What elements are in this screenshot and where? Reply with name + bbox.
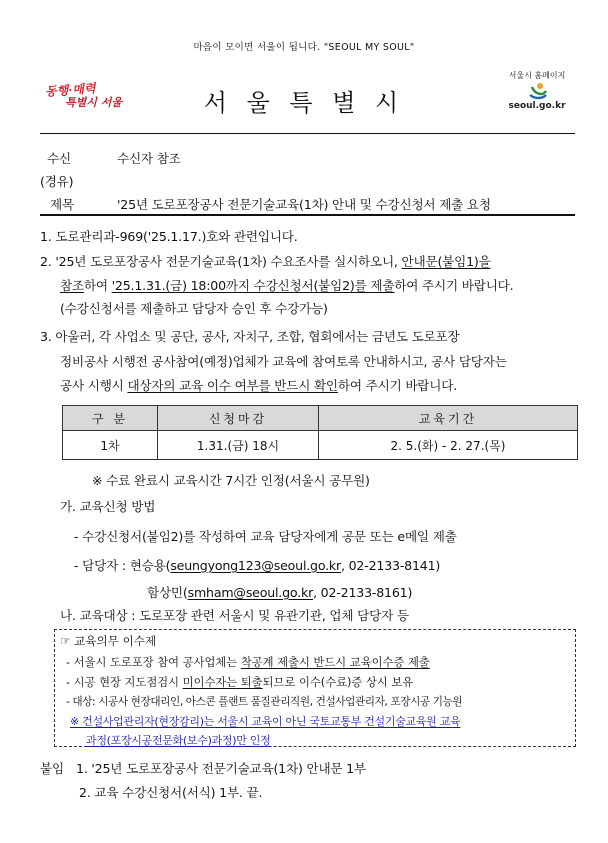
box-line-4: ※ 건설사업관리자(현장감리)는 서울시 교육이 아닌 국토교통부 건설기술교육원 교육 <box>70 715 461 728</box>
box-title: ☞ 교육의무 이수제 <box>60 634 157 648</box>
slogan: 마음이 모이면 서울이 됩니다. "SEOUL MY SOUL" <box>193 42 415 53</box>
paragraph-2-line-3: (수강신청서를 제출하고 담당자 승인 후 수강가능) <box>60 301 328 316</box>
box-line-1 <box>66 654 430 670</box>
box-text: - 시공 현장 지도점검시 <box>66 676 183 689</box>
contact-1-suffix: , 02-2133-8141) <box>341 558 441 573</box>
attachment-item-2: 2. 교육 수강신청서(서식) 1부. 끝. <box>79 785 263 800</box>
paragraph-2-line-1 <box>40 251 491 270</box>
via-label: (경유) <box>40 174 74 189</box>
table-cell: 1.31.(금) 18시 <box>158 431 319 460</box>
paragraph-3-line-2: 정비공사 시행전 공사참여(예정)업체가 교육에 참여토록 안내하시고, 공사 담당자는 <box>60 354 507 369</box>
table-cell: 2. 5.(화) - 2. 27.(목) <box>319 431 578 460</box>
section-na: 나. 교육대상 : 도로포장 관련 서울시 및 유관기관, 업체 담당자 등 <box>60 608 409 623</box>
attachment-label: 붙임 <box>40 761 64 776</box>
org-title: 서 울 특 별 시 <box>203 89 405 117</box>
seoul-mark-icon <box>502 81 572 101</box>
p2-text-2: 하여 <box>83 278 112 293</box>
box-line-5: 과정(포장시공전문화(보수)과정)만 인정 <box>86 734 271 747</box>
box-text: - 서울시 도로포장 참여 공사업체는 <box>66 656 241 669</box>
p3-text-2: 하여 주시기 바랍니다. <box>337 378 458 393</box>
homepage-url: seoul.go.kr <box>508 101 566 111</box>
attachment-item-1: 1. '25년 도로포장공사 전문기술교육(1차) 안내문 1부 <box>76 761 366 776</box>
col-header: 교육기간 <box>319 406 578 431</box>
table-row <box>63 431 578 460</box>
contact-1-email[interactable]: seungyong123@seoul.go.kr <box>170 558 341 573</box>
logo-line-1: 동행·매력 <box>44 81 97 99</box>
section-ga-item-1: - 수강신청서(붙임2)를 작성하여 교육 담당자에게 공문 또는 e메일 제출 <box>74 529 457 544</box>
contact-2-email[interactable]: smham@seoul.go.kr <box>187 585 314 600</box>
table-header-row <box>63 406 578 431</box>
completion-note: ※ 수료 완료시 교육시간 7시간 인정(서울시 공무원) <box>92 473 370 488</box>
p3-emphasis: 대상자의 교육 이수 여부를 반드시 확인 <box>127 378 338 393</box>
box-line-3: - 대상: 시공사 현장대리인, 아스콘 플랜트 품질관리직원, 건설사업관리자, 포장시공 기능원 <box>66 696 463 708</box>
contact-line-1 <box>74 555 440 574</box>
homepage-logo[interactable] <box>502 70 572 118</box>
paragraph-3-line-3 <box>60 375 457 394</box>
homepage-caption: 서울시 홈페이지 <box>508 71 566 80</box>
table-cell: 1차 <box>63 431 158 460</box>
contact-1-prefix: - 담당자 : 현승용( <box>74 558 171 573</box>
section-ga-title: 가. 교육신청 방법 <box>60 499 156 514</box>
box-line-2 <box>66 674 413 690</box>
subject-label: 제목 <box>50 197 74 212</box>
logo-line-2: 특별시 서울 <box>65 96 122 109</box>
paragraph-3-line-1: 3. 아울러, 각 사업소 및 공단, 공사, 자치구, 조합, 협회에서는 금년도 도로포장 <box>40 329 460 344</box>
box-emphasis: 착공계 제출시 반드시 교육이수증 제출 <box>240 656 430 669</box>
header-divider <box>40 133 575 134</box>
box-emphasis: 미이수자는 퇴출 <box>182 676 263 689</box>
p3-text: 공사 시행시 <box>60 378 128 393</box>
col-header: 구 분 <box>63 406 158 431</box>
schedule-table <box>62 405 578 460</box>
col-header: 신청마감 <box>158 406 319 431</box>
paragraph-1: 1. 도로관리과-969('25.1.17.)호와 관련입니다. <box>40 229 298 244</box>
p2-attachment-ref: 안내문(붙임1)을 <box>401 254 491 269</box>
contact-2-prefix: 함상민( <box>147 585 188 600</box>
p2-text-3: 하여 주시기 바랍니다. <box>394 278 514 293</box>
subject-divider <box>40 214 575 216</box>
recipient-label: 수신 <box>47 151 71 166</box>
subject-value: '25년 도로포장공사 전문기술교육(1차) 안내 및 수강신청서 제출 요청 <box>117 197 491 212</box>
recipient-value: 수신자 참조 <box>117 151 181 166</box>
contact-line-2 <box>147 582 412 601</box>
contact-2-suffix: , 02-2133-8161) <box>313 585 413 600</box>
p2-deadline: '25.1.31.(금) 18:00까지 수강신청서(붙임2)를 제출 <box>111 278 395 293</box>
box-text: 되므로 이수(수료)증 상시 보유 <box>262 676 414 689</box>
p2-text: 2. '25년 도로포장공사 전문기술교육(1차) 수요조사를 실시하오니, <box>40 254 402 269</box>
paragraph-2-line-2 <box>60 275 513 294</box>
p2-ref: 참조 <box>60 278 84 293</box>
